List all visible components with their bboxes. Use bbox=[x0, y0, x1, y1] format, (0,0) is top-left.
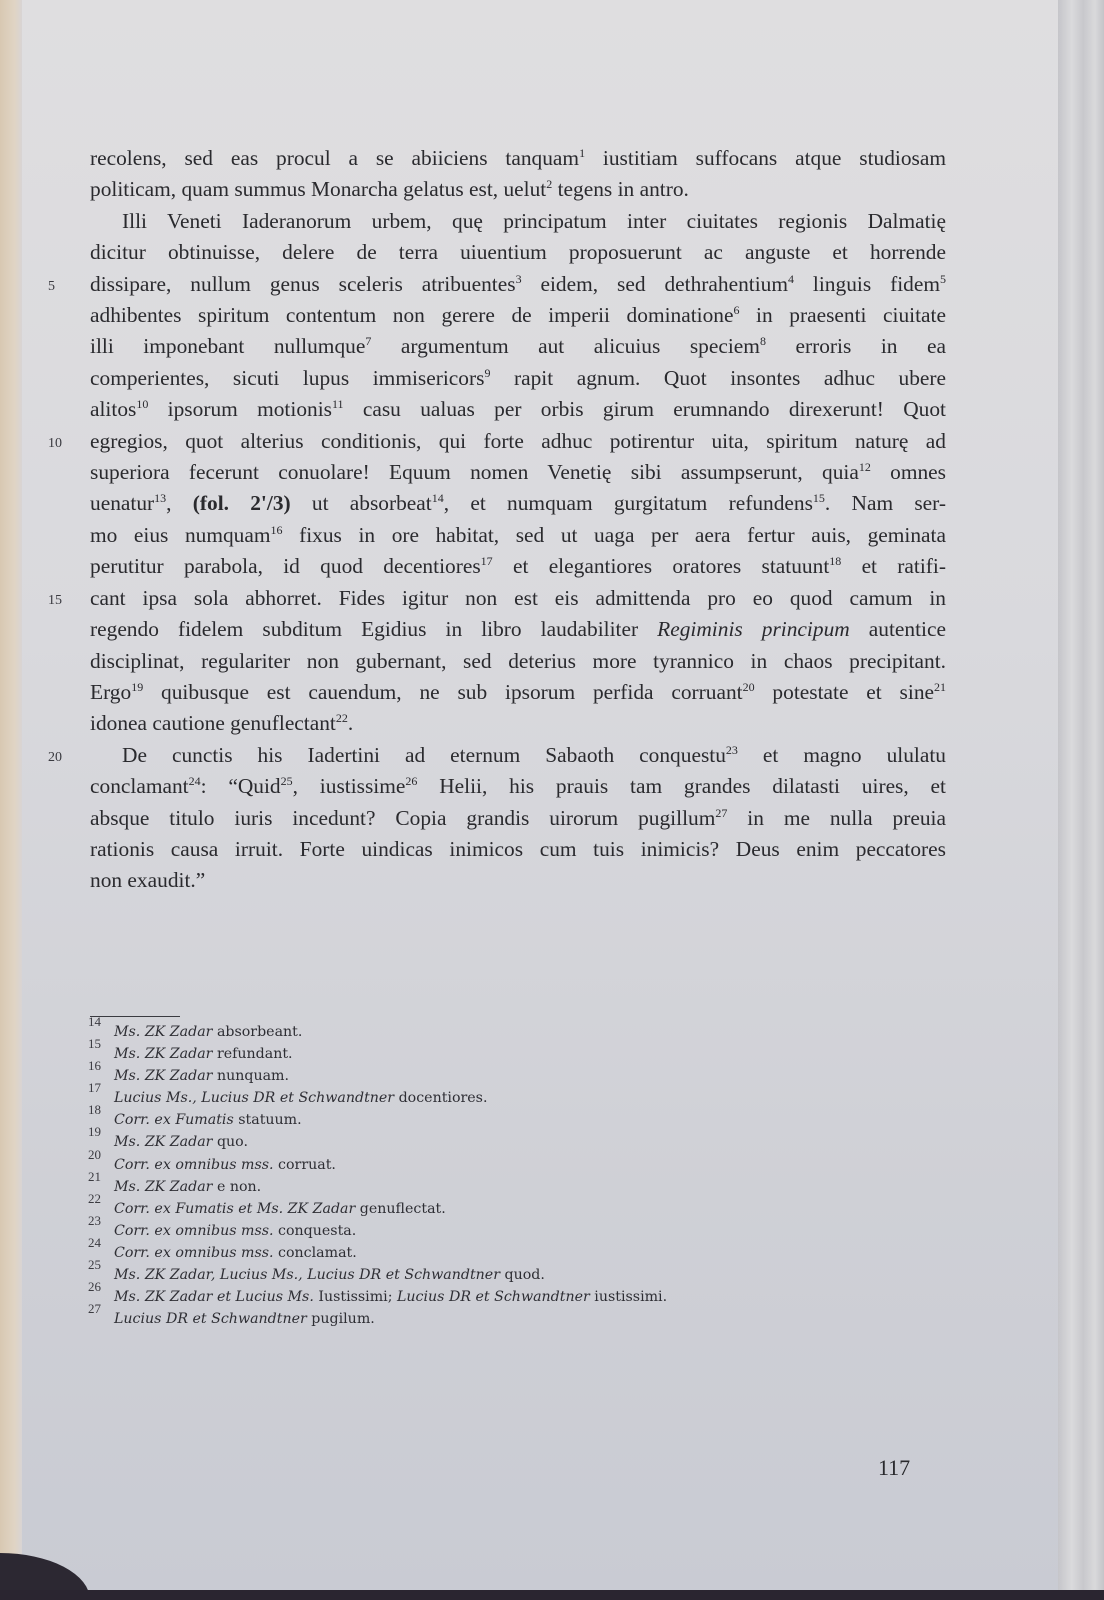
text-line bbox=[90, 551, 946, 582]
footnote-number: 22 bbox=[88, 1190, 101, 1206]
text-line bbox=[90, 300, 946, 331]
text-line bbox=[90, 143, 946, 174]
background-bottom bbox=[0, 1590, 1104, 1600]
footnote-reference: 15 bbox=[812, 491, 825, 506]
text-run: dicitur obtinuisse, delere de terra uiuentium proposuerunt ac anguste et horrende bbox=[90, 240, 946, 265]
footnote-item bbox=[88, 1124, 850, 1152]
page-number: 117 bbox=[878, 1455, 911, 1480]
text-run: linguis fidem bbox=[794, 271, 940, 296]
footnote-text bbox=[114, 1311, 375, 1327]
footnote-reference: 7 bbox=[365, 334, 372, 349]
text-run: absque titulo iuris incedunt? Copia grandis uirorum pugillum bbox=[90, 805, 716, 830]
text-line bbox=[90, 520, 946, 551]
footnote-number: 17 bbox=[88, 1080, 101, 1096]
italic-text: Corr. ex Fumatis et Ms. ZK Zadar bbox=[114, 1200, 356, 1217]
text-run: De cunctis his Iadertini ad eternum Sabaoth conquestu bbox=[122, 742, 726, 767]
footnote-reference: 27 bbox=[715, 805, 728, 820]
text-run: quibusque est cauendum, ne sub ipsorum perfida corruant bbox=[143, 679, 743, 704]
footnote-reference: 12 bbox=[858, 460, 871, 475]
text-line bbox=[90, 206, 946, 237]
footnote-number: 27 bbox=[88, 1301, 101, 1317]
text-run: disciplinat, regulariter non gubernant, sed deterius more tyrannico in chaos precipitant. bbox=[90, 648, 946, 673]
text-run: et elegantiores oratores statuunt bbox=[492, 554, 830, 579]
footnote-item bbox=[88, 1279, 850, 1307]
footnote-reference: 13 bbox=[154, 491, 167, 506]
footnote-reference: 18 bbox=[829, 554, 842, 569]
text-run: perutitur parabola, id quod decentiores bbox=[90, 554, 481, 579]
footnote-reference: 19 bbox=[131, 679, 144, 694]
text-line bbox=[90, 708, 946, 739]
text-line bbox=[48, 426, 946, 457]
text-run: politicam, quam summus Monarcha gelatus est, uelut bbox=[90, 177, 547, 202]
text-run: casu ualuas per orbis girum erumnando direxerunt! Quot bbox=[343, 397, 946, 422]
footnote-reference: 17 bbox=[480, 554, 493, 569]
text-run: refundant. bbox=[212, 1046, 293, 1063]
footnote-reference: 24 bbox=[188, 774, 201, 789]
footnote-reference: 2 bbox=[546, 177, 553, 192]
footnote-item bbox=[88, 1234, 850, 1263]
footnote-reference: 8 bbox=[759, 334, 766, 349]
text-run: egregios, quot alterius conditionis, qui forte adhuc potirentur uita, spiritum naturę ad bbox=[90, 428, 946, 453]
italic-text: Ms. ZK Zadar et Lucius Ms. bbox=[114, 1289, 314, 1306]
italic-text: Lucius DR et Schwandtner bbox=[114, 1311, 307, 1328]
footnote-item bbox=[88, 1058, 850, 1086]
text-run: statuum. bbox=[233, 1112, 302, 1129]
text-run: adhibentes spiritum contentum non gerere de imperii dominatione bbox=[90, 303, 734, 328]
text-run: eidem, sed dethrahentium bbox=[521, 271, 788, 296]
text-run: mo eius numquam bbox=[90, 522, 271, 547]
text-run: ut absorbeat bbox=[290, 491, 432, 516]
footnote-reference: 26 bbox=[405, 774, 418, 789]
text-run: . Nam ser- bbox=[824, 491, 946, 516]
text-run: idonea cautione genuflectant bbox=[90, 711, 336, 736]
text-run: , iustissime bbox=[292, 774, 406, 799]
footnote-text bbox=[114, 1179, 261, 1195]
footnote-text bbox=[114, 1068, 289, 1084]
footnote-item bbox=[88, 1257, 850, 1285]
text-run: argumentum aut alicuius speciem bbox=[371, 334, 760, 359]
footnote-text bbox=[114, 1267, 545, 1283]
text-line bbox=[48, 269, 946, 300]
text-run: genuflectat. bbox=[355, 1200, 446, 1217]
footnote-item bbox=[88, 1080, 850, 1108]
text-run: : “Quid bbox=[200, 774, 281, 799]
footnote-text bbox=[114, 1090, 487, 1106]
line-number: 20 bbox=[48, 749, 62, 765]
footnote-reference: 23 bbox=[725, 742, 738, 757]
text-run: quo. bbox=[212, 1134, 248, 1151]
footnote-reference: 1 bbox=[579, 146, 586, 160]
footnote-text bbox=[114, 1134, 248, 1150]
text-run: non exaudit.” bbox=[90, 868, 206, 893]
footnote-item bbox=[88, 1301, 850, 1329]
folio-marker: (fol. 2'/3) bbox=[192, 491, 291, 516]
text-run: pugilum. bbox=[306, 1311, 375, 1328]
italic-text: Ms. ZK Zadar bbox=[114, 1046, 213, 1063]
text-run: superiora fecerunt conuolare! Equum nomen Venetię sibi assumpserunt, quia bbox=[90, 460, 859, 485]
italic-text: Corr. ex omnibus mss. bbox=[114, 1222, 274, 1239]
footnote-reference: 25 bbox=[280, 774, 293, 789]
footnote-reference: 5 bbox=[939, 271, 946, 286]
footnote-item bbox=[88, 1212, 850, 1241]
text-line bbox=[90, 803, 946, 834]
footnote-reference: 11 bbox=[331, 397, 344, 412]
footnote-item bbox=[88, 1102, 850, 1130]
text-run: fixus in ore habitat, sed ut uaga per aera fertur auis, geminata bbox=[282, 522, 946, 547]
text-line bbox=[90, 614, 946, 645]
footnote-reference: 20 bbox=[742, 679, 755, 694]
main-text-body bbox=[48, 143, 947, 897]
italic-text: Regiminis principum bbox=[657, 617, 850, 642]
text-run: illi imponebant nullumque bbox=[90, 334, 366, 359]
text-run: regendo fidelem subditum Egidius in libro laudabiliter bbox=[90, 617, 658, 642]
footnotes-list bbox=[88, 1014, 850, 1329]
italic-text: Ms. ZK Zadar bbox=[114, 1134, 213, 1151]
text-run: et magno ululatu bbox=[737, 742, 946, 767]
footnote-number: 25 bbox=[88, 1257, 101, 1273]
text-run: rapit agnum. Quot insontes adhuc ubere bbox=[490, 365, 947, 390]
italic-text: Corr. ex omnibus mss. bbox=[114, 1156, 274, 1173]
text-run: comperientes, sicuti lupus immisericors bbox=[90, 365, 485, 390]
text-run: nunquam. bbox=[212, 1068, 290, 1085]
line-number: 10 bbox=[48, 435, 62, 451]
footnote-reference: 4 bbox=[788, 271, 794, 286]
text-run: cant ipsa sola abhorret. Fides igitur non est eis admittenda pro eo quod camum in bbox=[90, 585, 946, 610]
text-run: iustitiam suffocans atque studiosam bbox=[585, 146, 947, 170]
text-run: Ergo bbox=[90, 679, 132, 704]
line-number: 15 bbox=[48, 592, 62, 608]
footnote-separator-rule bbox=[90, 1016, 180, 1017]
footnote-text bbox=[114, 1157, 336, 1173]
text-run: ipsorum motionis bbox=[148, 397, 332, 422]
book-gutter bbox=[0, 0, 24, 1600]
italic-text: Corr. ex omnibus mss. bbox=[114, 1244, 274, 1261]
footnote-reference: 21 bbox=[934, 679, 947, 694]
text-run: Helii, his prauis tam grandes dilatasti uires, et bbox=[417, 774, 946, 799]
text-run: potestate et sine bbox=[754, 679, 935, 704]
footnote-number: 20 bbox=[88, 1146, 101, 1162]
text-run: in me nulla preuia bbox=[727, 805, 946, 830]
text-run: conclamant bbox=[90, 774, 189, 799]
footnote-reference: 3 bbox=[515, 271, 522, 286]
text-run: , et numquam gurgitatum refundens bbox=[443, 491, 813, 516]
footnote-item bbox=[88, 1036, 850, 1064]
text-run: Iustissimi; bbox=[313, 1289, 397, 1306]
page-stack-edge bbox=[1058, 0, 1104, 1600]
footnote-item bbox=[88, 1014, 850, 1042]
footnote-item bbox=[88, 1190, 850, 1219]
text-run: e non. bbox=[212, 1178, 262, 1195]
text-run: quod. bbox=[500, 1267, 545, 1284]
footnote-reference: 14 bbox=[431, 491, 444, 506]
footnote-reference: 16 bbox=[270, 522, 283, 537]
footnote-number: 19 bbox=[88, 1124, 101, 1140]
text-run: tegens in antro. bbox=[552, 177, 689, 202]
text-line bbox=[90, 457, 946, 488]
footnote-reference: 6 bbox=[733, 303, 740, 318]
text-run: autentice bbox=[849, 617, 946, 642]
text-line bbox=[90, 363, 946, 394]
footnote-item bbox=[88, 1146, 850, 1175]
footnote-number: 26 bbox=[88, 1279, 101, 1295]
text-run: et ratifi- bbox=[841, 554, 946, 579]
text-run: in praesenti ciuitate bbox=[739, 303, 946, 328]
italic-text: Ms. ZK Zadar bbox=[114, 1024, 213, 1040]
footnote-text bbox=[114, 1046, 293, 1062]
footnote-text bbox=[114, 1024, 302, 1040]
line-number: 5 bbox=[48, 278, 55, 294]
text-line bbox=[90, 865, 946, 896]
footnote-item bbox=[88, 1168, 850, 1197]
text-line bbox=[90, 174, 946, 205]
text-line bbox=[90, 394, 946, 425]
italic-text: Lucius Ms., Lucius DR et Schwandtner bbox=[114, 1090, 395, 1107]
italic-text: Ms. ZK Zadar, Lucius Ms., Lucius DR et Schwandtner bbox=[114, 1267, 500, 1284]
footnote-text bbox=[114, 1289, 667, 1305]
footnote-text bbox=[114, 1112, 302, 1128]
text-run: corruat. bbox=[273, 1156, 336, 1173]
footnote-number: 18 bbox=[88, 1102, 101, 1118]
text-line bbox=[90, 771, 946, 802]
text-run: recolens, sed eas procul a se abiiciens tanquam bbox=[90, 146, 580, 170]
text-run: . bbox=[347, 711, 354, 736]
footnote-number: 21 bbox=[88, 1168, 101, 1184]
text-run: absorbeant. bbox=[212, 1024, 303, 1040]
text-line bbox=[90, 834, 946, 865]
text-run: conquesta. bbox=[273, 1222, 357, 1239]
footnote-reference: 10 bbox=[136, 397, 149, 412]
italic-text: Lucius DR et Schwandtner bbox=[397, 1289, 590, 1306]
italic-text: Corr. ex Fumatis bbox=[114, 1112, 234, 1129]
text-run: rationis causa irruit. Forte uindicas inimicos cum tuis inimicis? Deus enim peccatores bbox=[90, 836, 946, 861]
text-run: iustissimi. bbox=[589, 1289, 668, 1306]
text-run: Illi Veneti Iaderanorum urbem, quę principatum inter ciuitates regionis Dalmatię bbox=[122, 208, 946, 233]
text-line bbox=[90, 331, 946, 362]
footnote-text bbox=[114, 1245, 357, 1261]
text-run: , bbox=[166, 491, 193, 516]
footnote-text bbox=[114, 1223, 356, 1239]
italic-text: Ms. ZK Zadar bbox=[114, 1178, 213, 1195]
text-run: erroris in ea bbox=[765, 334, 946, 359]
text-line bbox=[90, 488, 946, 519]
text-line bbox=[48, 583, 946, 614]
text-run: docentiores. bbox=[394, 1090, 488, 1107]
footnote-number: 15 bbox=[88, 1036, 101, 1052]
footnote-reference: 22 bbox=[335, 711, 348, 726]
text-run: omnes bbox=[870, 460, 946, 485]
footnote-number: 16 bbox=[88, 1058, 101, 1074]
text-run: conclamat. bbox=[273, 1244, 357, 1261]
text-run: uenatur bbox=[90, 491, 155, 516]
text-run: dissipare, nullum genus sceleris atribuentes bbox=[90, 271, 516, 296]
footnote-number: 23 bbox=[88, 1212, 101, 1228]
footnote-reference: 9 bbox=[484, 365, 491, 380]
footnote-text bbox=[114, 1201, 446, 1217]
text-line bbox=[90, 646, 946, 677]
text-run: alitos bbox=[90, 397, 137, 422]
footnote-number: 14 bbox=[88, 1014, 101, 1029]
text-line bbox=[90, 237, 946, 268]
footnote-number: 24 bbox=[88, 1234, 101, 1250]
italic-text: Ms. ZK Zadar bbox=[114, 1068, 213, 1085]
text-line bbox=[90, 677, 946, 708]
text-line bbox=[48, 740, 946, 771]
